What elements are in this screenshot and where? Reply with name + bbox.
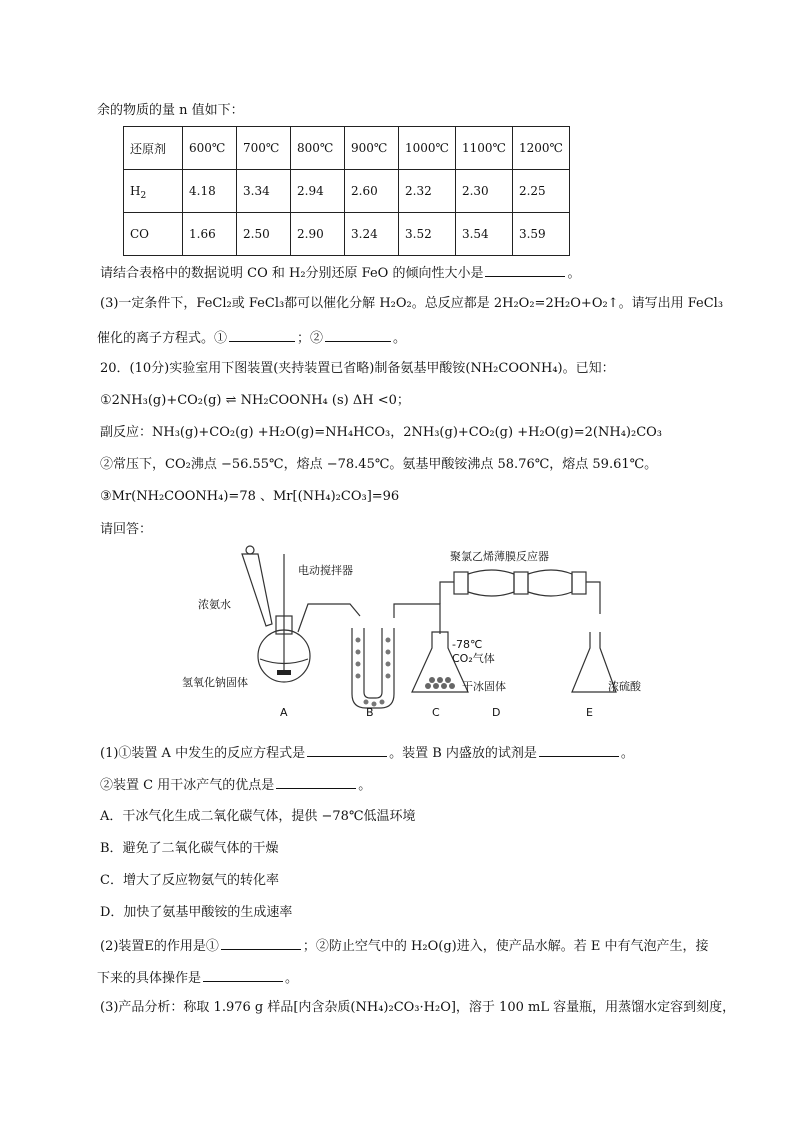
connecting-tube: [586, 582, 600, 614]
reactor-cap: [454, 572, 468, 594]
table-cell: 2.60: [345, 170, 399, 213]
known-2: ②常压下，CO₂沸点 −56.55℃，熔点 −78.45℃。氨基甲酸铵沸点 58.76℃，熔点 59.61℃。: [100, 457, 658, 472]
table-cell: 2.50: [237, 213, 291, 256]
funnel-stopper: [246, 546, 254, 554]
table-cell: 3.54: [455, 213, 512, 256]
label-e: E: [586, 706, 593, 719]
answer-blank[interactable]: [539, 744, 619, 757]
reactor-label: 聚氯乙烯薄膜反应器: [450, 550, 549, 563]
table-cell: 700℃: [237, 127, 291, 170]
reactor-cap: [572, 572, 586, 594]
label-c: C: [432, 706, 440, 719]
table-cell: 1100℃: [455, 127, 512, 170]
label-a: A: [280, 706, 288, 719]
q2-line2: 下来的具体操作是 。: [97, 971, 299, 986]
intro-line: 余的物质的量 n 值如下：: [97, 103, 244, 118]
table-cell: 3.59: [512, 213, 569, 256]
label-d: D: [492, 706, 501, 719]
table-cell: 3.24: [345, 213, 399, 256]
temperature-label: -78℃: [452, 638, 483, 651]
table-cell: 900℃: [345, 127, 399, 170]
table-cell: 3.52: [399, 213, 456, 256]
q1-part2: ②装置 C 用干冰产气的优点是 。: [100, 778, 372, 793]
table-header-row: [124, 127, 570, 170]
known-3: ③Mr(NH₂COONH₄)=78 、Mr[(NH₄)₂CO₃]=96: [100, 489, 400, 504]
u-tube-inner: [364, 628, 382, 698]
reactor-bulb: [468, 570, 514, 596]
answer-blank[interactable]: [325, 329, 391, 342]
table-cell: 3.34: [237, 170, 291, 213]
table-cell: 2.90: [291, 213, 345, 256]
table-cell: 1000℃: [399, 127, 456, 170]
ammonia-label: 浓氨水: [198, 598, 231, 611]
q1-part1: (1)①装置 A 中发生的反应方程式是 。装置 B 内盛放的试剂是 。: [100, 746, 634, 761]
table-cell: 还原剂: [124, 127, 183, 170]
table-cell: 1.66: [183, 213, 237, 256]
question-20-title: 20．(10分)实验室用下图装置(夹持装置已省略)制备氨基甲酸铵(NH₂COONH₄)。已知：: [100, 361, 615, 376]
table-cell: 2.30: [455, 170, 512, 213]
dry-ice-label: 干冰固体: [462, 680, 506, 693]
stirrer-label: 电动搅拌器: [298, 564, 353, 577]
label-b: B: [366, 706, 374, 719]
q3-line1: (3)一定条件下，FeCl₂或 FeCl₃都可以催化分解 H₂O₂。总反应都是 2H₂O₂=2H₂O+O₂↑。请写出用 FeCl₃: [100, 296, 724, 311]
co2-gas-label: CO₂气体: [452, 652, 495, 665]
reductant-table: [123, 126, 570, 256]
table-cell: 4.18: [183, 170, 237, 213]
stir-bar: [277, 670, 291, 675]
table-cell: 600℃: [183, 127, 237, 170]
reactor-cap: [514, 572, 528, 594]
connecting-tube: [298, 604, 360, 632]
q3-analysis: (3)产品分析：称取 1.976 g 样品[内含杂质(NH₄)₂CO₃·H₂O]，溶于 100 mL 容量瓶，用蒸馏水定容到刻度，: [100, 1000, 736, 1015]
table-row: [124, 170, 570, 213]
known-side-reaction: 副反应：NH₃(g)+CO₂(g) +H₂O(g)=NH₄HCO₃，2NH₃(g)+CO₂(g) +H₂O(g)=2(NH₄)₂CO₃: [100, 425, 663, 440]
reactor-bulb: [528, 570, 572, 596]
option-c[interactable]: C．增大了反应物氨气的转化率: [100, 873, 279, 888]
connecting-tube: [394, 604, 440, 634]
table-question: 请结合表格中的数据说明 CO 和 H₂分别还原 FeO 的倾向性大小是 。: [100, 266, 581, 281]
please-answer: 请回答：: [100, 522, 153, 537]
sulfuric-acid-label: 浓硫酸: [608, 680, 641, 693]
option-d[interactable]: D．加快了氨基甲酸铵的生成速率: [100, 905, 293, 920]
answer-blank[interactable]: [276, 776, 356, 789]
table-cell: 2.25: [512, 170, 569, 213]
option-a[interactable]: A．干冰气化生成二氧化碳气体，提供 −78℃低温环境: [100, 809, 416, 824]
apparatus-diagram: [180, 544, 641, 724]
table-cell: 800℃: [291, 127, 345, 170]
answer-blank[interactable]: [203, 969, 283, 982]
q2-line1: (2)装置E的作用是① ；②防止空气中的 H₂O(g)进入，使产品水解。若 E 中有气泡产生，接: [100, 939, 709, 954]
table-cell: CO: [124, 213, 183, 256]
answer-blank[interactable]: [485, 264, 565, 277]
table-row: [124, 213, 570, 256]
known-1: ①2NH₃(g)+CO₂(g) ⇌ NH₂COONH₄ (s) ΔH <0；: [100, 393, 410, 408]
connecting-tube: [440, 582, 454, 604]
table-cell: 2.94: [291, 170, 345, 213]
option-b[interactable]: B．避免了二氧化碳气体的干燥: [100, 841, 279, 856]
table-cell: 1200℃: [512, 127, 569, 170]
naoh-label: 氢氧化钠固体: [182, 676, 248, 689]
table-cell: 2.32: [399, 170, 456, 213]
table-cell: $H_2$: [124, 170, 183, 213]
q3-line2: 催化的离子方程式。① ；② 。: [97, 331, 407, 346]
answer-blank[interactable]: [307, 744, 387, 757]
answer-blank[interactable]: [229, 329, 295, 342]
dropping-funnel: [242, 554, 272, 626]
answer-blank[interactable]: [221, 937, 301, 950]
